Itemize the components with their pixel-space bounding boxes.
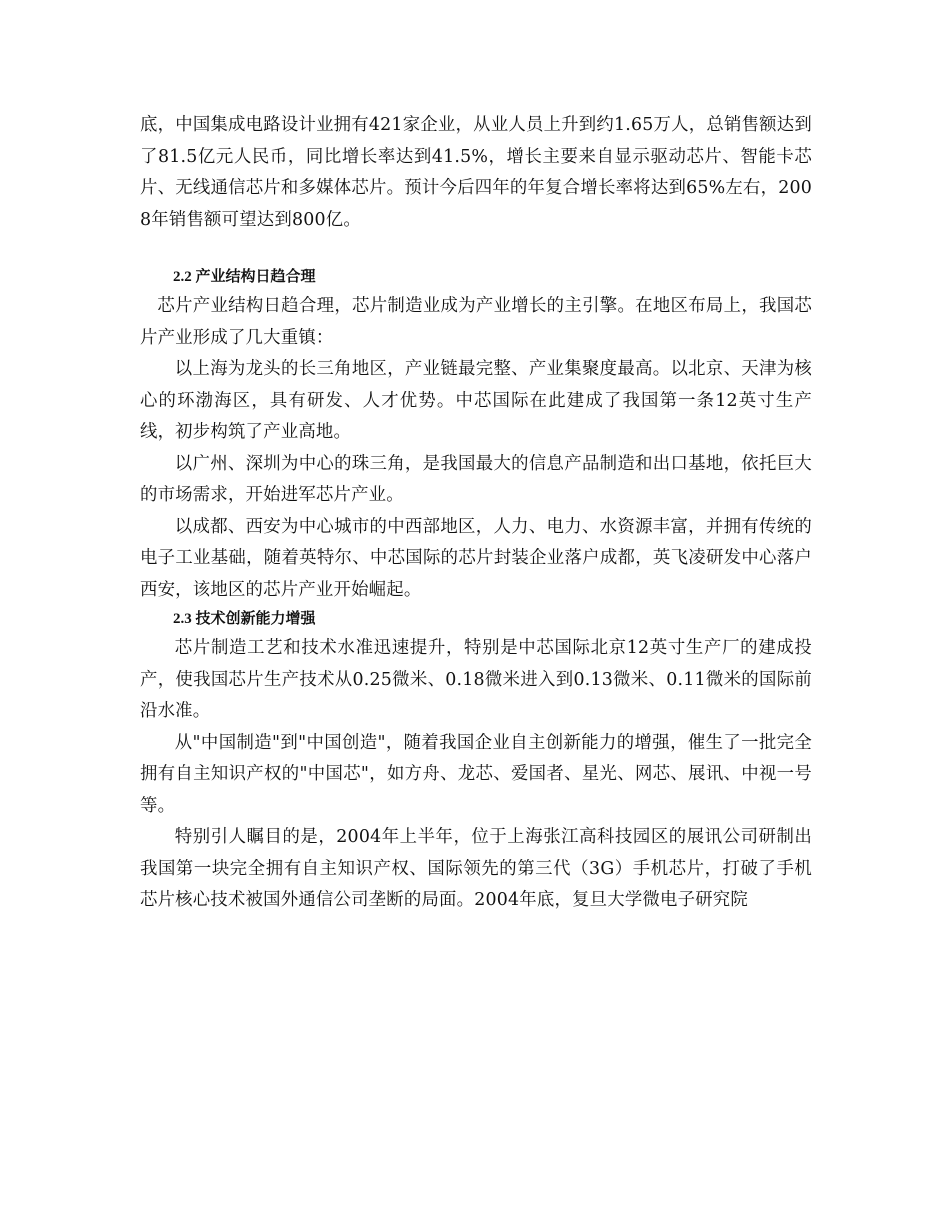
section-2-2-paragraph: 芯片产业结构日趋合理，芯片制造业成为产业增长的主引擎。在地区布局上，我国芯片产业形成了几大重镇： [140,296,812,348]
section-2-3-paragraph: 特别引人瞩目的是，2004年上半年，位于上海张江高科技园区的展讯公司研制出我国第一块完全拥有自主知识产权、国际领先的第三代（3G）手机芯片，打破了手机芯片核心技术被国外通信公司垄断的局面。2004年底，复旦大学微电子研究院 [140,827,812,910]
section-heading-2-3: 2.3 技术创新能力增强 [173,611,316,627]
intro-paragraph: 底，中国集成电路设计业拥有421家企业，从业人员上升到约1.65万人，总销售额达到了81.5亿元人民币，同比增长率达到41.5%，增长主要来自显示驱动芯片、智能卡芯片、无线通信芯片和多媒体芯片。预计今后四年的年复合增长率将达到65%左右，2008年销售额可望达到800亿。 [140,115,812,230]
section-2-3-paragraph: 从"中国制造"到"中国创造"，随着我国企业自主创新能力的增强，催生了一批完全拥有自主知识产权的"中国芯"，如方舟、龙芯、爱国者、星光、网芯、展讯、中视一号等。 [140,732,812,816]
document-body [140,110,812,917]
section-spacer [140,236,812,264]
section-2-2-paragraph: 以上海为龙头的长三角地区，产业链最完整、产业集聚度最高。以北京、天津为核心的环渤海区，具有研发、人才优势。中芯国际在此建成了我国第一条12英寸生产线，初步构筑了产业高地。 [140,359,812,442]
section-2-2-paragraph: 以广州、深圳为中心的珠三角，是我国最大的信息产品制造和出口基地，依托巨大的市场需求，开始进军芯片产业。 [140,453,812,505]
section-2-3-paragraph: 芯片制造工艺和技术水准迅速提升，特别是中芯国际北京12英寸生产厂的建成投产，使我国芯片生产技术从0.25微米、0.18微米进入到0.13微米、0.11微米的国际前沿水准。 [140,638,812,721]
section-heading-2-2: 2.2 产业结构日趋合理 [173,269,316,285]
section-2-2-paragraph: 以成都、西安为中心城市的中西部地区，人力、电力、水资源丰富，并拥有传统的电子工业基础，随着英特尔、中芯国际的芯片封装企业落户成都，英飞凌研发中心落户西安，该地区的芯片产业开始崛起。 [140,516,812,600]
